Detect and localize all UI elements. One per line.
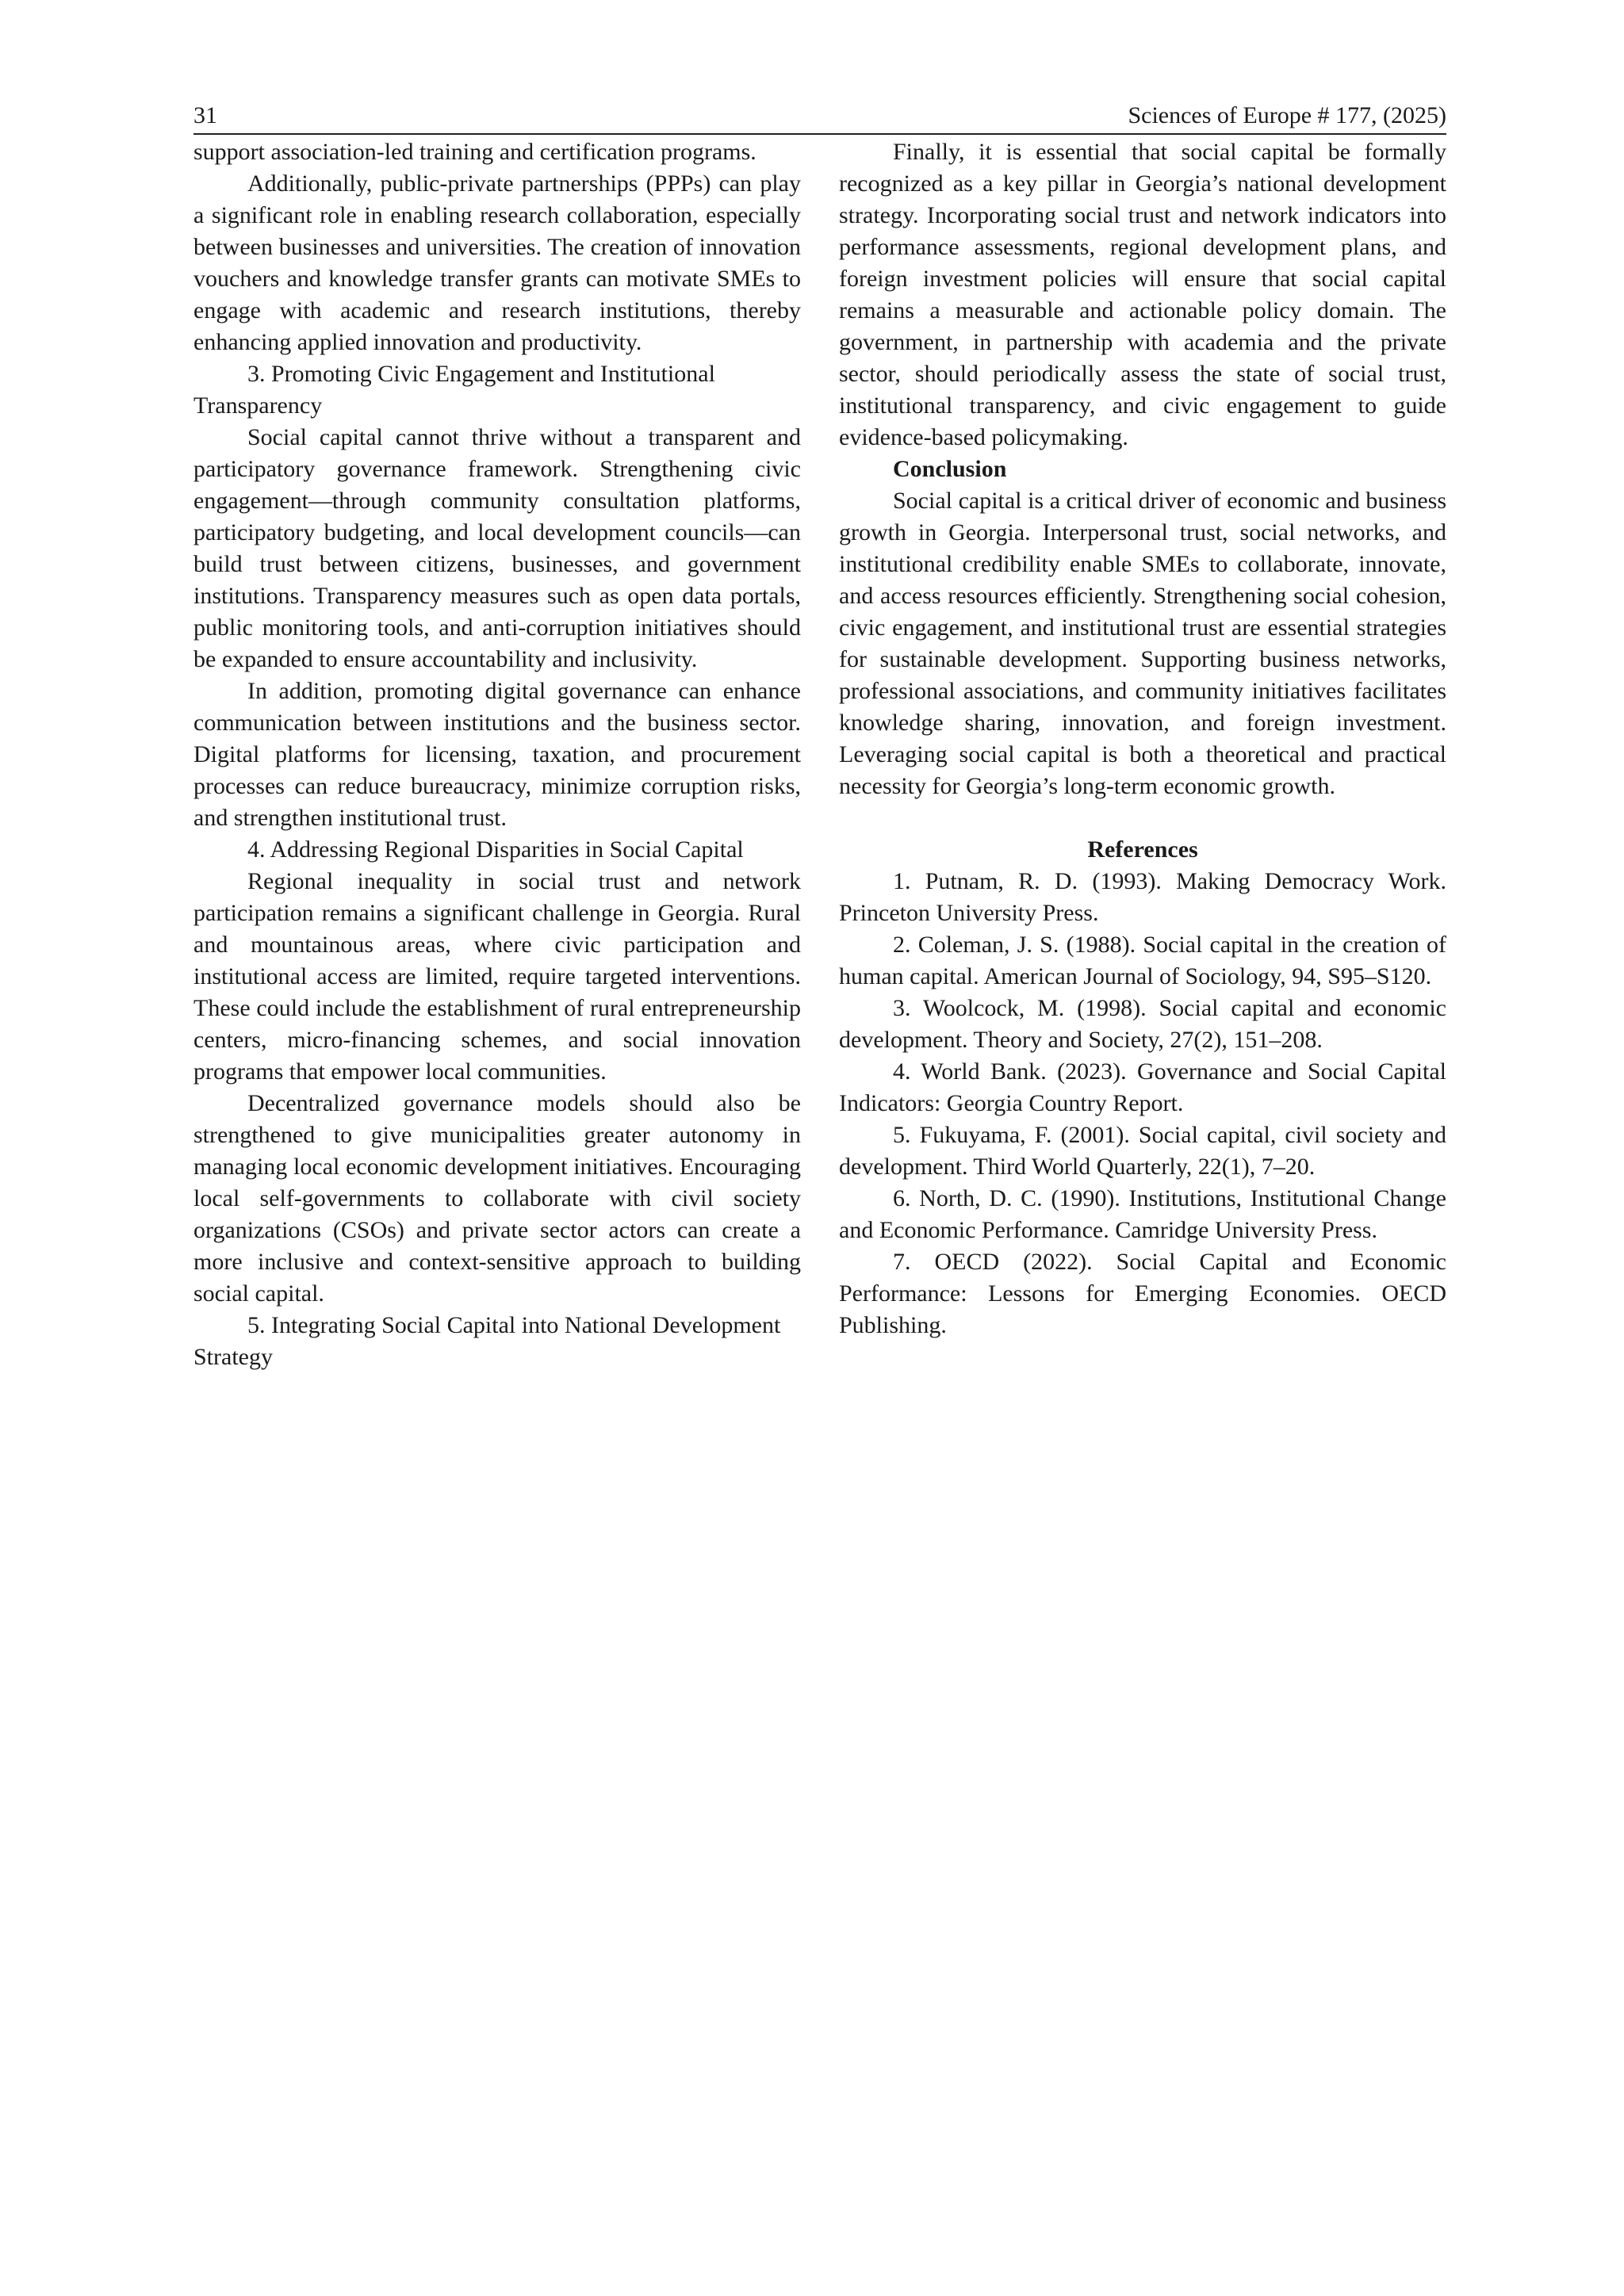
subsection-heading: 5. Integrating Social Capital into National Development Strategy [193, 1312, 781, 1370]
paragraph: Decentralized governance models should also be strengthened to give municipalities greater autonomy in managing local economic development initiatives. Encouraging local self-governments to collaborate with civil society organizations (CSOs) and private sector actors can create a more inclusive and context-sensitive approach to building social capital. [193, 1090, 801, 1307]
page-header [193, 97, 1446, 135]
paragraph: Additionally, public-private partnerships (PPPs) can play a significant role in enabling research collaboration, especially between businesses and universities. The creation of innovation vouchers and knowledge transfer grants can motivate SMEs to engage with academic and research institutions, thereby enhancing applied innovation and productivity. [193, 170, 801, 355]
page-number: 31 [193, 102, 217, 128]
paragraph: Social capital cannot thrive without a transparent and participatory governance framework. Strengthening civic engagement—through community consultation platforms, participatory budgeting, and local development councils—can build trust between citizens, businesses, and government institutions. Transparency measures such as open data portals, public monitoring tools, and anti-corruption initiatives should be expanded to ensure accountability and inclusivity. [193, 424, 801, 672]
reference-item: 1. Putnam, R. D. (1993). Making Democracy Work. Princeton University Press. [839, 868, 1446, 926]
right-column [839, 136, 1446, 1341]
reference-item: 2. Coleman, J. S. (1988). Social capital in the creation of human capital. American Journal of Sociology, 94, S95–S120. [839, 932, 1446, 989]
journal-info: Sciences of Europe # 177, (2025) [1128, 102, 1446, 128]
reference-item: 6. North, D. C. (1990). Institutions, Institutional Change and Economic Performance. Camridge University Press. [839, 1185, 1446, 1243]
paragraph: In addition, promoting digital governance can enhance communication between institutions and the business sector. Digital platforms for licensing, taxation, and procurement processes can reduce bureaucracy, minimize corruption risks, and strengthen institutional trust. [193, 678, 801, 831]
reference-item: 7. OECD (2022). Social Capital and Economic Performance: Lessons for Emerging Economies. OECD Publishing. [839, 1249, 1446, 1338]
reference-list [839, 866, 1446, 1341]
references-heading: References [1087, 836, 1198, 863]
reference-item: 5. Fukuyama, F. (2001). Social capital, civil society and development. Third World Quarterly, 22(1), 7–20. [839, 1122, 1446, 1180]
paragraph: support association-led training and certification programs. [193, 139, 756, 165]
left-column [193, 136, 801, 1373]
subsection-heading: 4. Addressing Regional Disparities in Social Capital [247, 836, 744, 863]
reference-item: 4. World Bank. (2023). Governance and Social Capital Indicators: Georgia Country Report. [839, 1058, 1446, 1116]
paragraph: Regional inequality in social trust and network participation remains a significant challenge in Georgia. Rural and mountainous areas, where civic participation and institutional access are limited, require targeted interventions. These could include the establishment of rural entrepreneurship centers, micro-financing schemes, and social innovation programs that empower local communities. [193, 868, 801, 1085]
reference-item: 3. Woolcock, M. (1998). Social capital and economic development. Theory and Society, 27(2), 151–208. [839, 995, 1446, 1053]
conclusion-heading: Conclusion [893, 456, 1007, 482]
paragraph: Finally, it is essential that social capital be formally recognized as a key pillar in Georgia’s national development strategy. Incorporating social trust and network indicators into performance assessments, regional development plans, and foreign investment policies will ensure that social capital remains a measurable and actionable policy domain. The government, in partnership with academia and the private sector, should periodically assess the state of social trust, institutional transparency, and civic engagement to guide evidence-based policymaking. [839, 139, 1446, 450]
conclusion-paragraph: Social capital is a critical driver of economic and business growth in Georgia. Interpersonal trust, social networks, and institutional credibility enable SMEs to collaborate, innovate, and access resources efficiently. Strengthening social cohesion, civic engagement, and institutional trust are essential strategies for sustainable development. Supporting business networks, professional associations, and community initiatives facilitates knowledge sharing, innovation, and foreign investment. Leveraging social capital is both a theoretical and practical necessity for Georgia’s long-term economic growth. [839, 488, 1446, 799]
subsection-heading: 3. Promoting Civic Engagement and Institutional Transparency [193, 361, 715, 419]
